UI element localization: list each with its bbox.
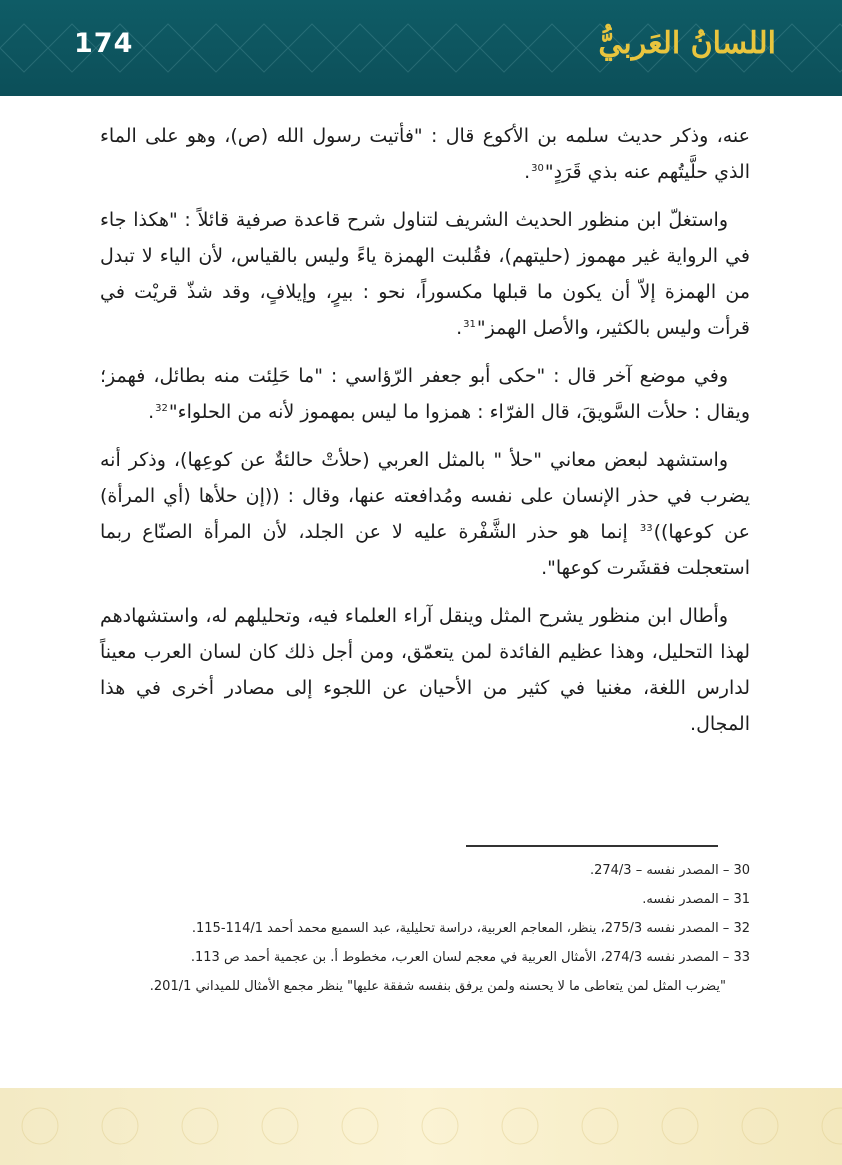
- footnote-number: 31: [733, 892, 750, 907]
- footnote-continuation: "يضرب المثل لمن يتعاطى ما لا يحسنه ولمن يرفق بنفسه شفقة عليها" ينظر مجمع الأمثال للميداني 201/1.: [149, 979, 726, 994]
- footnote-reference[interactable]: 30: [531, 162, 544, 174]
- footnote-separator: [466, 845, 718, 847]
- paragraph-text: واستغلّ ابن منظور الحديث الشريف لتناول شرح قاعدة صرفية قائلاً : "هكذا جاء في الرواية غير مهموز (حليتهم)، فقُلبت الهمزة ياءً وليس بالقياس، لأن الياء لا تبدل من الهمزة إلاّ أن يكون ما قبلها مكسوراً، نحو : بيرٍ، وإيلافٍ، وقد شذّ قريْت في قرأت وليس بالكثير، والأصل الهمز": [100, 209, 750, 339]
- footnote-number: 30: [733, 863, 750, 878]
- paragraph-text: .: [524, 161, 531, 183]
- footnote-text: – المصدر نفسه 274/3، الأمثال العربية في معجم لسان العرب، مخطوط أ. بن عجمية أحمد ص 113.: [190, 950, 734, 965]
- page-number: 174: [74, 28, 134, 59]
- footnotes: [100, 858, 750, 1003]
- paragraph-text: واستشهد لبعض معاني "حلأ " بالمثل العربي (حلأتْ حالئةٌ عن كوعِها)، وذكر أنه يضرب في حذر الإنسان على نفسه ومُدافعته عنها، وقال : ((إن حلأها (أي المرأة) عن كوعها)): [100, 449, 750, 543]
- paragraph-text: عنه، وذكر حديث سلمه بن الأكوع قال : "فأتيت رسول الله (ص)، وهو على الماء الذي حلَّيتُهم عنه بذي قَرَدٍ": [100, 125, 750, 183]
- body-paragraph: [100, 358, 750, 430]
- paragraph-text: وفي موضع آخر قال : "حكى أبو جعفر الرّؤاسي : "ما حَلِئت منه بطائل، فهمز؛ ويقال : حلأت السَّويقَ، قال الفرّاء : همزوا ما ليس بمهموز لأنه من الحلواء": [100, 365, 750, 423]
- body-paragraph: [100, 442, 750, 586]
- footnote-reference[interactable]: 33: [639, 522, 653, 534]
- footnote-item: [100, 916, 750, 941]
- footer-pattern-decoration: [0, 1088, 842, 1165]
- footnote-item: [100, 887, 750, 912]
- page-footer-band: [0, 1088, 842, 1165]
- body-paragraph: [100, 202, 750, 346]
- footnote-reference[interactable]: 32: [155, 402, 168, 414]
- journal-title-logo: اللسانُ العَربيُّ: [598, 26, 776, 61]
- footnote-item: [100, 858, 750, 883]
- paragraph-text: .: [456, 317, 463, 339]
- footnote-number: 32: [733, 921, 750, 936]
- paragraph-text: .: [148, 401, 155, 423]
- footnote-text: – المصدر نفسه.: [642, 892, 734, 907]
- paragraph-text: وأطال ابن منظور يشرح المثل وينقل آراء العلماء فيه، وتحليلهم له، واستشهادهم لهذا التحليل، وهذا عظيم الفائدة لمن يتعمّق، ومن أجل ذلك كان لسان العرب معيناً لدارس اللغة، مغنيا في كثير من الأحيان عن اللجوء إلى مصادر أخرى في هذا المجال.: [100, 605, 750, 735]
- footnote-text: – المصدر نفسه – 274/3.: [589, 863, 734, 878]
- body-paragraph: [100, 598, 750, 742]
- footnote-item: [100, 945, 750, 970]
- footnote-number: 33: [733, 950, 750, 965]
- page-header: [0, 0, 842, 96]
- body-paragraph: [100, 118, 750, 190]
- article-body: [100, 118, 750, 754]
- footnote-text: – المصدر نفسه 275/3، ينظر، المعاجم العربية، دراسة تحليلية، عبد السميع محمد أحمد 114/1-115.: [191, 921, 734, 936]
- footnote-reference[interactable]: 31: [463, 318, 476, 330]
- paragraph-text: إنما هو حذر الشَّفْرة عليه لا عن الجلد، لأن المرأة الصنّاع ربما استعجلت فقشَرت كوعها".: [100, 521, 750, 579]
